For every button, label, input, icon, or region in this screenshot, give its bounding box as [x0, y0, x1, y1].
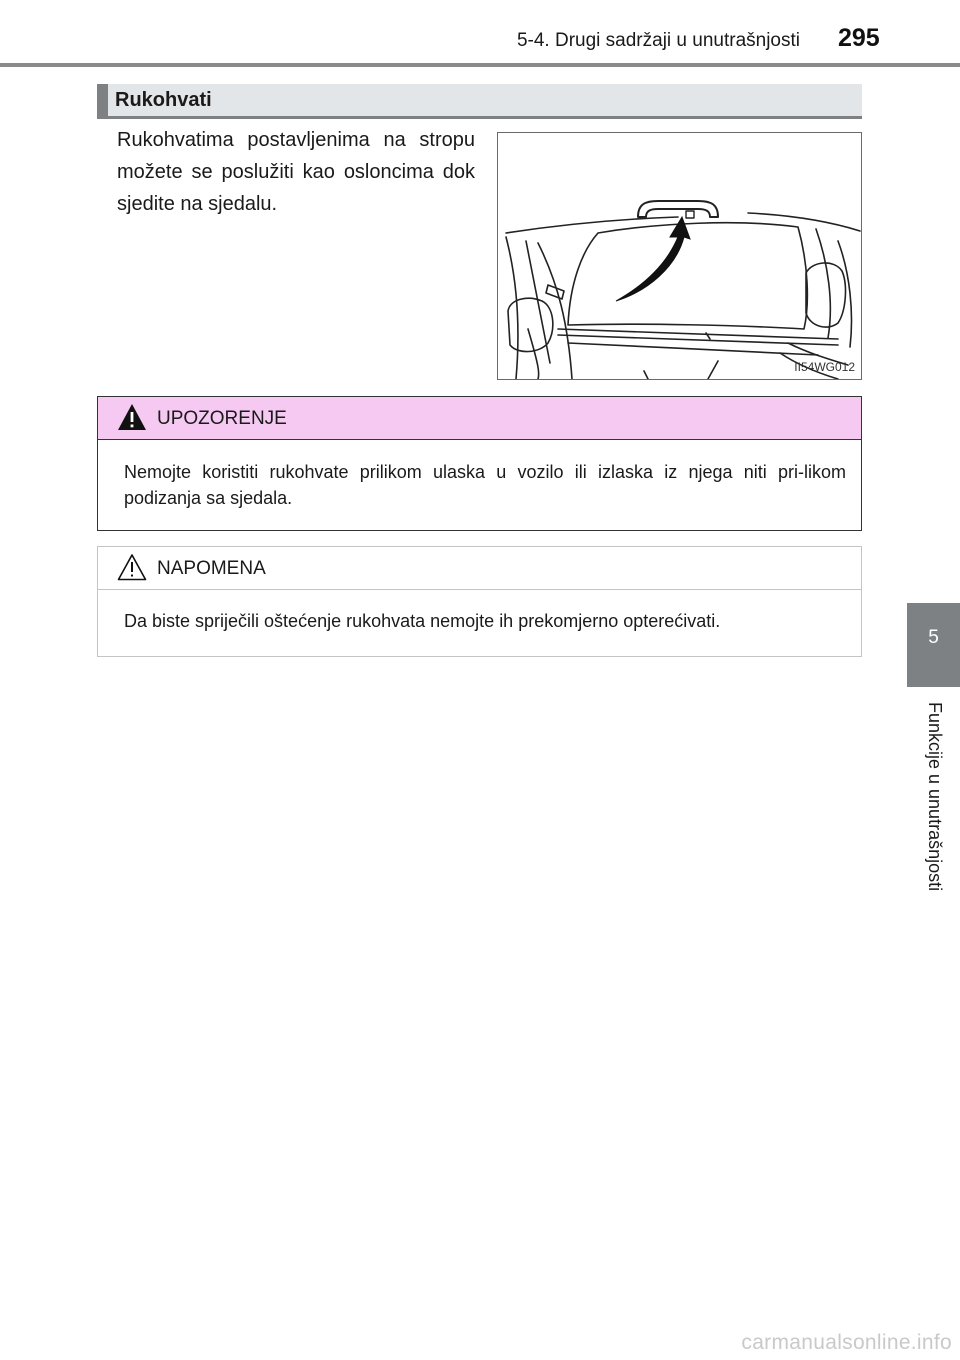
- chapter-number: 5: [928, 627, 939, 648]
- note-text: Da biste spriječili oštećenje rukohvata nemojte ih prekomjerno opterećivati.: [124, 611, 721, 631]
- warning-header: [98, 397, 861, 440]
- watermark: carmanualsonline.info: [741, 1331, 952, 1354]
- note-box: [97, 546, 862, 657]
- note-header: [98, 547, 861, 590]
- note-label: NAPOMENA: [157, 558, 266, 579]
- figure-code: II54WG012: [794, 360, 855, 374]
- running-header: 5-4. Drugi sadržaji u unutrašnjosti: [516, 30, 800, 51]
- car-interior-drawing: [498, 133, 861, 379]
- chapter-title: Funkcije u unutrašnjosti: [925, 702, 945, 892]
- header-rule: [0, 63, 960, 67]
- warning-label: UPOZORENJE: [157, 408, 287, 429]
- warning-triangle-icon: [116, 402, 148, 432]
- caution-outline-icon: [116, 552, 148, 582]
- section-title: Rukohvati: [115, 89, 212, 111]
- section-heading: [97, 84, 862, 119]
- intro-paragraph: Rukohvatima postavljenima na stropu možete se poslužiti kao osloncima dok sjedite na sjedalu.: [117, 129, 475, 215]
- section-heading-accent: [97, 84, 108, 116]
- grab-handle-illustration: [497, 132, 862, 380]
- warning-text: Nemojte koristiti rukohvate prilikom ulaska u vozilo ili izlaska iz njega niti pri-likom podizanja sa sjedala.: [124, 462, 846, 508]
- chapter-tab: [907, 603, 960, 687]
- warning-box: [97, 396, 862, 531]
- arrow-icon: [616, 217, 690, 301]
- page-number: 295: [838, 24, 880, 52]
